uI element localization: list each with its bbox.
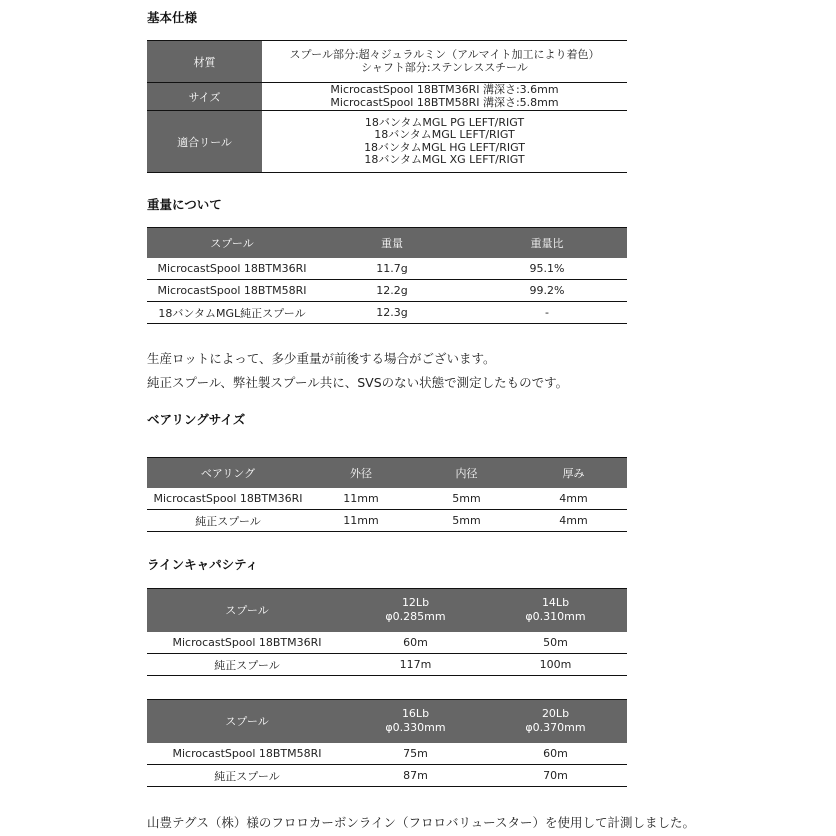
column-header xyxy=(484,589,627,632)
line-test: 16Lb xyxy=(401,707,430,721)
table-cell: MicrocastSpool 18BTM36RI xyxy=(147,488,309,510)
table-cell: 純正スプール xyxy=(147,654,347,676)
spec-value xyxy=(262,111,627,173)
spec-row-size xyxy=(147,83,627,111)
spec-value-line: 18バンタムMGL PG LEFT/RIGT xyxy=(364,115,525,129)
line-diameter: φ0.370mm xyxy=(525,721,586,735)
weight-table xyxy=(147,227,627,324)
table-cell: 11mm xyxy=(309,510,413,532)
spec-value-line: MicrocastSpool 18BTM36RI 溝深さ:3.6mm xyxy=(330,83,559,96)
bearing-table xyxy=(147,457,627,532)
spec-value-line: 18バンタムMGL HG LEFT/RIGT xyxy=(364,140,525,154)
column-header xyxy=(347,589,484,632)
table-cell: 5mm xyxy=(413,488,520,510)
table-cell: 60m xyxy=(484,743,627,765)
table-cell: 純正スプール xyxy=(147,510,309,532)
line-capacity-heading: ラインキャパシティ xyxy=(147,557,259,572)
column-header xyxy=(484,700,627,743)
table-cell: 100m xyxy=(484,654,627,676)
table-row xyxy=(147,258,627,280)
spec-value-line: シャフト部分:ステンレススチール xyxy=(361,60,528,74)
table-cell: 99.2% xyxy=(467,280,627,302)
table-cell: 5mm xyxy=(413,510,520,532)
line-test: 20Lb xyxy=(541,707,570,721)
table-cell: 11.7g xyxy=(317,258,467,280)
column-header: 重量 xyxy=(317,228,467,258)
table-cell: MicrocastSpool 18BTM58RI xyxy=(147,280,317,302)
line-test: 12Lb xyxy=(401,596,430,610)
table-cell: 50m xyxy=(484,632,627,654)
table-cell: 12.2g xyxy=(317,280,467,302)
table-header-row xyxy=(147,458,627,488)
column-header: スプール xyxy=(147,589,347,632)
table-cell: 95.1% xyxy=(467,258,627,280)
line-capacity-table-2 xyxy=(147,699,627,787)
basic-spec-heading: 基本仕様 xyxy=(147,10,198,25)
table-cell: 18バンタムMGL純正スプール xyxy=(147,302,317,324)
spec-label: サイズ xyxy=(147,83,262,111)
line-capacity-table-1 xyxy=(147,588,627,676)
table-cell: 11mm xyxy=(309,488,413,510)
table-row xyxy=(147,765,627,787)
spec-value-line: スプール部分:超々ジュラルミン（アルマイト加工により着色） xyxy=(289,48,600,61)
table-cell: 60m xyxy=(347,632,484,654)
table-row xyxy=(147,632,627,654)
spec-value xyxy=(262,41,627,83)
table-row xyxy=(147,280,627,302)
table-row xyxy=(147,302,627,324)
column-header: スプール xyxy=(147,700,347,743)
spec-value-line: 18バンタムMGL XG LEFT/RIGT xyxy=(364,153,525,166)
spec-value-line: MicrocastSpool 18BTM58RI 溝深さ:5.8mm xyxy=(330,95,559,109)
table-cell: - xyxy=(467,302,627,324)
column-header: スプール xyxy=(147,228,317,258)
line-diameter: φ0.310mm xyxy=(525,610,586,624)
spec-label: 材質 xyxy=(147,41,262,83)
spec-value xyxy=(262,83,627,111)
column-header: ベアリング xyxy=(147,458,309,488)
weight-note: 純正スプール、弊社製スプール共に、SVSのない状態で測定したものです。 xyxy=(147,375,569,390)
table-cell: 75m xyxy=(347,743,484,765)
table-cell: 87m xyxy=(347,765,484,787)
column-header: 厚み xyxy=(520,458,627,488)
line-diameter: φ0.330mm xyxy=(385,721,446,735)
spec-row-material xyxy=(147,41,627,83)
table-cell: 70m xyxy=(484,765,627,787)
table-header-row xyxy=(147,228,627,258)
column-header: 重量比 xyxy=(467,228,627,258)
table-row xyxy=(147,743,627,765)
table-row xyxy=(147,654,627,676)
table-cell: 4mm xyxy=(520,488,627,510)
table-row xyxy=(147,488,627,510)
table-cell: 純正スプール xyxy=(147,765,347,787)
table-cell: MicrocastSpool 18BTM36RI xyxy=(147,258,317,280)
column-header xyxy=(347,700,484,743)
table-header-row xyxy=(147,700,627,743)
basic-spec-table xyxy=(147,40,627,173)
spec-row-compatible-reels xyxy=(147,111,627,173)
line-diameter: φ0.285mm xyxy=(385,610,446,624)
table-cell: 117m xyxy=(347,654,484,676)
weight-note: 生産ロットによって、多少重量が前後する場合がございます。 xyxy=(147,351,496,366)
line-test: 14Lb xyxy=(541,596,570,610)
table-cell: MicrocastSpool 18BTM36RI xyxy=(147,632,347,654)
table-cell: 4mm xyxy=(520,510,627,532)
line-capacity-footnote: 山豊テグス（株）様のフロロカーボンライン（フロロバリュースター）を使用して計測しました。 xyxy=(147,815,696,830)
table-header-row xyxy=(147,589,627,632)
column-header: 外径 xyxy=(309,458,413,488)
column-header: 内径 xyxy=(413,458,520,488)
weight-heading: 重量について xyxy=(147,197,222,212)
table-row xyxy=(147,510,627,532)
spec-value-line: 18バンタムMGL LEFT/RIGT xyxy=(374,128,515,141)
bearing-heading: ベアリングサイズ xyxy=(147,412,246,427)
table-cell: 12.3g xyxy=(317,302,467,324)
spec-label: 適合リール xyxy=(147,111,262,173)
table-cell: MicrocastSpool 18BTM58RI xyxy=(147,743,347,765)
